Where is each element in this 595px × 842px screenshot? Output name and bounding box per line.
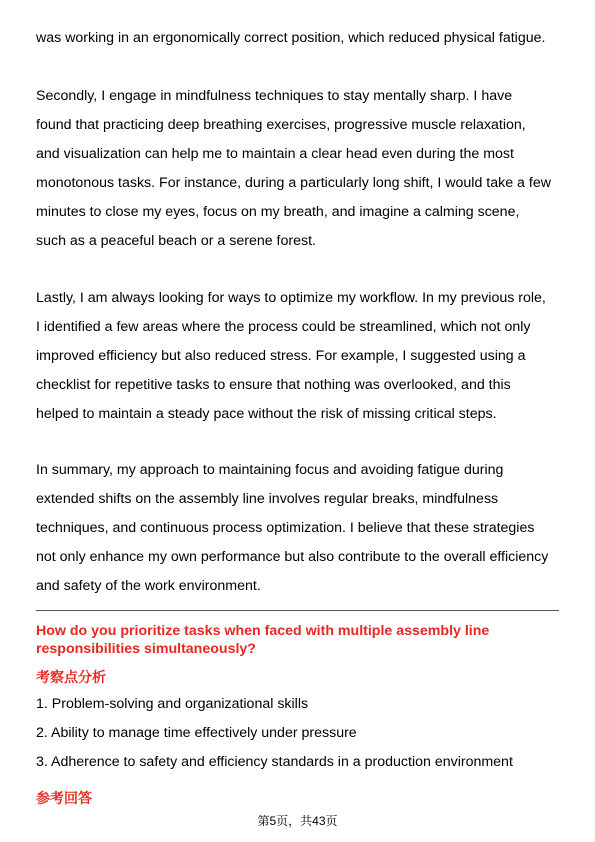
text-line: and safety of the work environment. xyxy=(36,578,261,594)
text-line: improved efficiency but also reduced stress. For example, I suggested using a xyxy=(36,348,526,364)
list-item: 1. Problem-solving and organizational skills xyxy=(36,696,309,712)
text-line: found that practicing deep breathing exercises, progressive muscle relaxation, xyxy=(36,117,526,133)
text-line: techniques, and continuous process optimization. I believe that these strategies xyxy=(36,520,535,536)
paragraph-continuation xyxy=(36,24,564,53)
text-line: helped to maintain a steady pace without the risk of missing critical steps. xyxy=(36,406,497,422)
question-line: responsibilities simultaneously? xyxy=(36,641,256,657)
section-divider xyxy=(36,610,559,611)
text-line: and visualization can help me to maintain a clear head even during the most xyxy=(36,146,514,162)
question-heading xyxy=(36,622,559,658)
list-item: 2. Ability to manage time effectively under pressure xyxy=(36,725,357,741)
text-line: extended shifts on the assembly line involves regular breaks, mindfulness xyxy=(36,491,499,507)
text-line: monotonous tasks. For instance, during a particularly long shift, I would take a few xyxy=(36,175,551,191)
text-line: was working in an ergonomically correct position, which reduced physical fatigue. xyxy=(36,30,546,46)
text-line: such as a peaceful beach or a serene forest. xyxy=(36,233,316,249)
paragraph-mindfulness xyxy=(36,82,564,256)
analysis-list xyxy=(36,690,564,777)
answer-heading: 参考回答 xyxy=(36,790,92,806)
text-line: checklist for repetitive tasks to ensure that nothing was overlooked, and this xyxy=(36,377,511,393)
page-number: 第5页，共43页 xyxy=(257,814,338,828)
text-line: minutes to close my eyes, focus on my breath, and imagine a calming scene, xyxy=(36,204,520,220)
question-line: How do you prioritize tasks when faced with multiple assembly line xyxy=(36,623,490,639)
text-line: I identified a few areas where the process could be streamlined, which not only xyxy=(36,319,531,335)
list-item: 3. Adherence to safety and efficiency standards in a production environment xyxy=(36,754,513,770)
text-line: not only enhance my own performance but also contribute to the overall efficiency xyxy=(36,549,549,565)
paragraph-workflow xyxy=(36,284,564,429)
text-line: Lastly, I am always looking for ways to optimize my workflow. In my previous role, xyxy=(36,290,546,306)
text-line: In summary, my approach to maintaining focus and avoiding fatigue during xyxy=(36,462,504,478)
analysis-heading: 考察点分析 xyxy=(36,669,106,685)
paragraph-summary xyxy=(36,456,564,601)
text-line: Secondly, I engage in mindfulness techniques to stay mentally sharp. I have xyxy=(36,88,513,104)
